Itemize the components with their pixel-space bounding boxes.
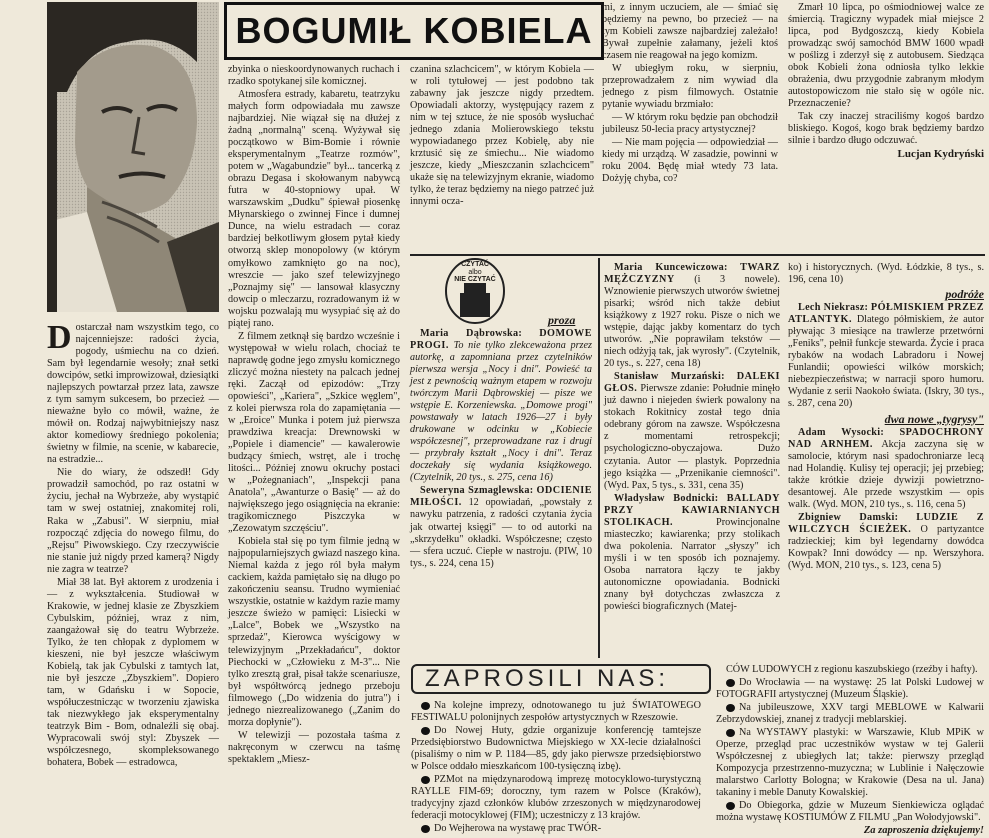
- article-column-1: [47, 319, 219, 800]
- review-entry: Lech Niekrasz: PÓŁMISKIEM PRZEZ ATLANTYK. Dlatego półmiskiem, że autor pływając 3 miesiące na trawlerze przetwórni „Feniks", pełnił funkcje stewarda. Życie i praca rybaków na wodach Labradoru i Nowej Funlandii; opowieści wilków morskich; niebezpieczeństwa; w narracji sporo humoru. Wydanie z serii Naokoło świata. (Iskry, 30 tys., s. 287, cena 20): [788, 302, 984, 410]
- article-paragraph: — W którym roku będzie pan obchodził jubileusz 50-lecia pracy artystycznej?: [602, 112, 778, 136]
- zaprosili-nas-title: ZAPROSILI NAS:: [425, 665, 670, 692]
- review-entry: Adam Wysocki: SPADOCHRONY NAD ARNHEM. Akcja zaczyna się w samolocie, którym nasi spadochroniarze lecą nad Holandię. Kulisy tej operacji; jej przebieg; także krótkie dzieje dywizji powietrzno-desantowej. Ale przede wszystkim — opis walk. (Wyd. MON, 210 tys., s. 116, cena 5): [788, 426, 985, 510]
- czytac-line-1: CZYTAĆ: [461, 261, 489, 268]
- bullet-icon: [726, 679, 735, 687]
- zaprosili-nas-header: [411, 664, 711, 694]
- review-entry: Stanisław Murzański: DALEKI GŁOS. Pierwsze zdanie: Południe minęło już dawno i niejeden świerk powalony na stokach Rokitnicy został tego dnia odebrany górom na zawsze. Współczesna z momentami retrospekcji; psychologiczno-obyczajowa. Dużo czytania. Autor — plastyk. Poprzednia jego książka — „Przenikanie ciemności". (Wyd. Pax, 5 tys., s. 331, cena 35): [604, 371, 780, 491]
- article-paragraph: czanina szlachcicem", w którym Kobiela — w roli tytułowej — jest podobno tak zabawny jak jeszcze nigdy przedtem. Opowiadali aktorzy, występujący razem z nim w tej sztuce, że nie sposób wysłuchać jednego zdania Molierowskiego tekstu wypowiadanego przez Kobielę, aby nie krztusić się ze śmiechu... Nie wiadomo jeszcze, kiedy „Mieszczanin szlachcicem" ukaże się na telewizyjnym ekranie, wiadomo tylko, że teraz będziemy na niego patrzeć już innymi ocza-: [410, 64, 594, 208]
- czytac-line-2: albo: [468, 268, 482, 276]
- tygrysy-label: dwa nowe „tygrysy": [884, 411, 984, 426]
- czytac-line-3: NIE CZYTAĆ: [454, 276, 496, 284]
- article-paragraph: Miał 38 lat. Był aktorem z urodzenia i — z wykształcenia. Studiował w Krakowie, w jednej klasie ze Zbyszkiem Cybulskim, później, wraz z nim, zaangażował się do teatru Wybrzeże. Tylko, że ten chłopak z dyplomem w kieszeni, nie był jeszcze właściwym Kobielą, tak jak Cybulski z tamtych lat, nie był jeszcze „Zbyszkiem". Dopiero tam, w Gdańsku i w Sopocie, współuczestnicząc w tworzeniu zjawiska tak niezwykłego jak eksperymentalny teatrzyk Bim - Bom, odnaleźli się obaj. Wypracowali swój styl: Zbyszek — współczesnego, skompleksowanego bohatera, Bobek — estradowca,: [47, 576, 219, 769]
- article-paragraph: mi, z innym uczuciem, ale — śmiać się będziemy na pewno, bo przecież — na tym Kobieli zawsze najbardziej zależało! Bywał zupełnie załamany, jeżeli ktoś czasem nie reagował na jego komizm.: [602, 2, 778, 62]
- article-paragraph: zbyinka o nieskoordynowanych ruchach i rzadko spotykanej sile komicznej.: [228, 64, 400, 88]
- invitation-item: Do Obiegorka, gdzie w Muzeum Sienkiewicza oglądać można wystawę KOSTIUMÓW Z FILMU „Pan Wołodyjowski".: [716, 800, 984, 824]
- article-title-box: [224, 2, 604, 60]
- invitation-item: Do Wejherowa na wystawę prac TWÓR-: [411, 823, 701, 835]
- zaprosili-column-left: [411, 700, 701, 835]
- zaprosili-column-right: [716, 664, 984, 837]
- bullet-icon: [726, 729, 735, 737]
- review-column-c: [788, 262, 984, 658]
- review-entry: Maria Kuncewiczowa: TWARZ MĘŻCZYZNY (i 3 nowele). Wznowienie pierwszych utworów świetnej pisarki; wśród nich także debiut książkowy z 1927 roku. Pisze o nich we wstępie, dając jakby komentarz do tych utworów. „Nie poprawiłam tekstów — niech odżyją tak, jak wyrosły". (Czytelnik, 20 tys., s. 227, cena 18): [604, 262, 781, 370]
- bullet-icon: [421, 825, 430, 833]
- invitation-item: PZMot na międzynarodową imprezę motocyklowo-turystyczną RAYLLE FIM-69; doroczny, tym razem w Polsce (Kraków), tradycyjny zjazd członków klubów zrzeszonych w międzynarodowej federacji motocyklowej (FIM); uczestniczy z 13 krajów.: [411, 774, 701, 822]
- review-column-b: [604, 262, 780, 658]
- review-entry: Władysław Bodnicki: BALLADY PRZY KAWIARNIANYCH STOLIKACH. Prowincjonalne miasteczko; kawiarenka; przy stolikach dwa pokolenia. Narrator „słyszy" ich myśli i w ten sposób ich poznajemy. Osoba narratora łączy te jakby autonomiczne opowiadania. Bodnicki znany był dotychczas zwłaszcza z powieści biograficznych (Matej-: [604, 492, 781, 612]
- article-column-3: [410, 64, 594, 252]
- article-column-4: [602, 2, 778, 250]
- invitation-item: Na WYSTAWY plastyki: w Warszawie, Klub MPiK w Operze, przegląd prac uczestników wystaw w tej Galerii Współczesnej z ubiegłych lat; także: pierwszy przegląd Kompozycja przestrzenno-muzyczna; w Lublinie i Nałęczowie malarstwo Carlotty Bologna; w Krakowie (Desa na ul. Jana) takaniny i meble Danuty Kowalskiej.: [716, 727, 984, 799]
- proza-label: proza: [548, 313, 576, 327]
- review-continuation: ko) i historycznych. (Wyd. Łódzkie, 8 tys., s. 196, cena 10): [788, 262, 984, 286]
- invitation-item: Na jubileuszowe, XXV targi MEBLOWE w Kalwarii Zebrzydowskiej, znanej z tradycji meblarskiej.: [716, 702, 984, 726]
- podroze-label: podróże: [945, 287, 984, 302]
- invitation-continuation: CÓW LUDOWYCH z regionu kaszubskiego (rzeźby i hafty).: [726, 664, 978, 675]
- article-paragraph: Nie do wiary, że odszedł! Gdy prowadził samochód, po raz ostatni w życiu, jechał na Wybrzeże, aby wystąpić tam w swej ostatniej, znakomitej roli, Raka w „Zabusi". W sierpniu, miał rozpocząć zdjęcia do nowego filmu, do „Rejsu" Piwowskiego. Czy rzeczywiście nie stanie już nigdy przed kamerą? Nigdy nie zagra w teatrze?: [47, 467, 219, 575]
- article-paragraph: W ubiegłym roku, w sierpniu, przeprowadzałem z nim wywiad dla jednego z pism filmowych. Ostatnie pytanie wywiadu brzmiało:: [602, 63, 778, 111]
- czytac-nie-czytac-logo: [444, 253, 506, 325]
- bullet-icon: [726, 802, 735, 810]
- invitation-item: Na kolejne imprezy, odnotowanego tu już ŚWIATOWEGO FESTIWALU polonijnych zespołów artystycznych w Rzeszowie.: [411, 700, 701, 724]
- review-entry: Seweryna Szmaglewska: ODCIENIE MIŁOŚCI. 12 opowiadań, „powstały z nawyku patrzenia, z radości czytania życia jak otwartej księgi" — to od autorki na „skrzydełku" okładki. Współczesne; często — sfera uczuć. Ciepłe w nastroju. (PIW, 10 tys., s. 224, cena 15): [410, 485, 593, 569]
- article-paragraph: Tak czy inaczej straciliśmy kogoś bardzo bliskiego. Kogoś, kogo brak będziemy bardzo silnie i bardzo długo odczuwać.: [788, 111, 984, 147]
- article-title: BOGUMIŁ KOBIELA: [235, 10, 593, 51]
- review-column-a: [410, 328, 592, 658]
- review-entry: Zbigniew Damski: LUDZIE Z WILCZYCH ŚCIEŻEK. O partyzantce radzieckiej; kim był legendarny dowódca Kowpak? Inni dowódcy — np. Werszyhora. (Wyd. MON, 210 tys., s. 123, cena 5): [788, 511, 985, 571]
- article-paragraph: Zmarł 10 lipca, po ośmiodniowej walce ze śmiercią. Tragiczny wypadek miał miejsce 2 lipca, pod Bydgoszczą, kiedy Kobiela prowadząc swój samochód BMW 1600 wpadł w poślizg i zderzył się z autobusem. Siedząca obok Kobieli żona odniosła tylko lekkie obrażenia, dwu przygodnie zabranym młodym autostopowiczom nie stało się w ogóle nic. Przeznaczenie?: [788, 2, 984, 110]
- portrait-photo-image: [47, 2, 219, 312]
- bullet-icon: [421, 702, 430, 710]
- article-paragraph: — Nie mam pojęcia — odpowiedział — kiedy mi urządzą. W zasadzie, powinni w roku 2004. Będę miał wtedy 73 lata. Dożyję chyba, co?: [602, 137, 778, 185]
- article-column-2: [228, 64, 400, 800]
- thanks-line: Za zaproszenia dziękujemy!: [863, 825, 984, 837]
- article-author: Lucjan Kydryński: [897, 148, 984, 161]
- bullet-icon: [726, 704, 735, 712]
- portrait-photo: [47, 2, 219, 312]
- drop-cap: D: [47, 319, 72, 356]
- article-paragraph: Atmosfera estrady, kabaretu, teatrzyku małych form odpowiadała mu zawsze najbardziej. Nie wiązał się na dłużej z żadną „normalną" sceną. Wyżywał się początkowo w Bim-Bomie i równie eksperymentalnym „Teatrze rozmów", potem w „Wagabundzie" był... tancerką z obrazu Degasa i skołowanym nabywcą futra w 40-stopniowy upał. W warszawskim „Dudku" śpiewał piosenkę Młynarskiego o zwinnej Fince i dumnej Dunce, na wielu estradach — coraz bardziej bełkotliwym głosem pytał kiedy otworzą sklep monopolowy (w którym omyłkowo zamknięto go na noc), wreszcie — jako szef telewizyjnego „Poznajmy się" — lansował klasyczny dowcip o mleczarzu, rozradowanym iż w wojsku pozwalają mu wysypiać się aż do piątej rano.: [228, 89, 400, 329]
- article-paragraph: Z filmem zetknął się bardzo wcześnie i występował w wielu rolach, chociaż te naprawdę godne jego zmysłu komicznego zliczyć można niestety na palcach jednej ręki. Zaczął od epizodów: „Trzy opowieści", „Kariera", „Szkice węglem", z kolei pierwsza rola do zapamiętania — w „Eroice" Munka i potem już pierwsza prawdziwa kreacja: Drewnowski w „Popiele i diamencie" — kawalerowie budzący śmiech, wstręt, ale i trochę litości... Później znowu okruchy postaci w „Pożegnaniach", „Inspekcji pana Anatola", „Awanturze o Basię" — aż do największego jego osiągnięcia na ekranie: tragikomicznego Piszczyka w „Zezowatym szczęściu".: [228, 330, 400, 535]
- bullet-icon: [421, 727, 430, 735]
- review-entry: Maria Dąbrowska: DOMOWE PROGI. To nie tylko zlekceważona przez autorkę, a zapomniana przez czytelników pierwsza wersja „Nocy i dni". Powieść ta jest z pewnością ważnym etapem w rozwoju twórczym Marii Dąbrowskiej — pisze we wstępie E. Korzeniewska. „Domowe progi" powstawały w latach 1926—27 i były drukowane w odcinku w „Kobiecie współczesnej", przeprowadzane raz i drugi — przybrały kształt „Nocy i dni". Teraz doczekały się wydania książkowego. (Czytelnik, 20 tys., s. 275, cena 16): [410, 328, 593, 484]
- column-divider: [598, 258, 600, 658]
- bullet-icon: [421, 776, 430, 784]
- article-column-5: [788, 2, 984, 250]
- invitation-item: Do Nowej Huty, gdzie organizuje konferencję tamtejsze Przedsiębiorstwo Budownictwa Miejskiego w XX-lecie działalności (pisaliśmy o nim w P. 1184—85, gdy jako pierwsze przedsiębiorstwo w Polsce oddało mieszkańcom 100-tysięczną izbę).: [411, 725, 701, 773]
- article-paragraph: W telewizji — pozostała taśma z nakręconym w czerwcu na taśmę spektaklem „Miesz-: [228, 729, 400, 765]
- invitation-item: Do Wrocławia — na wystawę: 25 lat Polski Ludowej w FOTOGRAFII artystycznej (Muzeum Śląskie).: [716, 677, 984, 701]
- article-paragraph: Kobiela stał się po tym filmie jedną w najpopularniejszych gwiazd naszego kina. Niemal każda z jego ról była małym cackiem, każda pamiętało się na długo po zakończeniu seansu. Trudno wymieniać wszystkie, ostatnie w każdym razie mamy jeszcze świeżo w pamięci: Lisiecki w „Lalce", Bobek we „Wszystko na sprzedaż", Kierowca wyścigowy w telewizyjnym „Przekładańcu", doktor Piechocki w „Człowieku z M-3"... Nie tylko zresztą grał, pisał także scenariusze, był współtwórcą jednego przeboju filmowego („Do widzenia do jutra") i jednego niezrealizowanego („Zanim do morza dopłynie").: [228, 536, 401, 728]
- article-paragraph: Dostarczał nam wszystkim tego, co najcenniejsze: radości życia, pogody, uśmiechu na co dzień. Sam był legendarnie wesoły; znał setki dowcipów, setki improwizował, dziesiątki najlepszych powtarzał przez lata, zawsze z tym samym sukcesem, bo przecież — nieważne było co mówił, ważne, że mówił on. Rodzaj najwybitniejszy nasz aktor komediowy średniego pokolenia; świetny w filmie, na scenie, w kabarecie, na estradzie...: [47, 319, 219, 466]
